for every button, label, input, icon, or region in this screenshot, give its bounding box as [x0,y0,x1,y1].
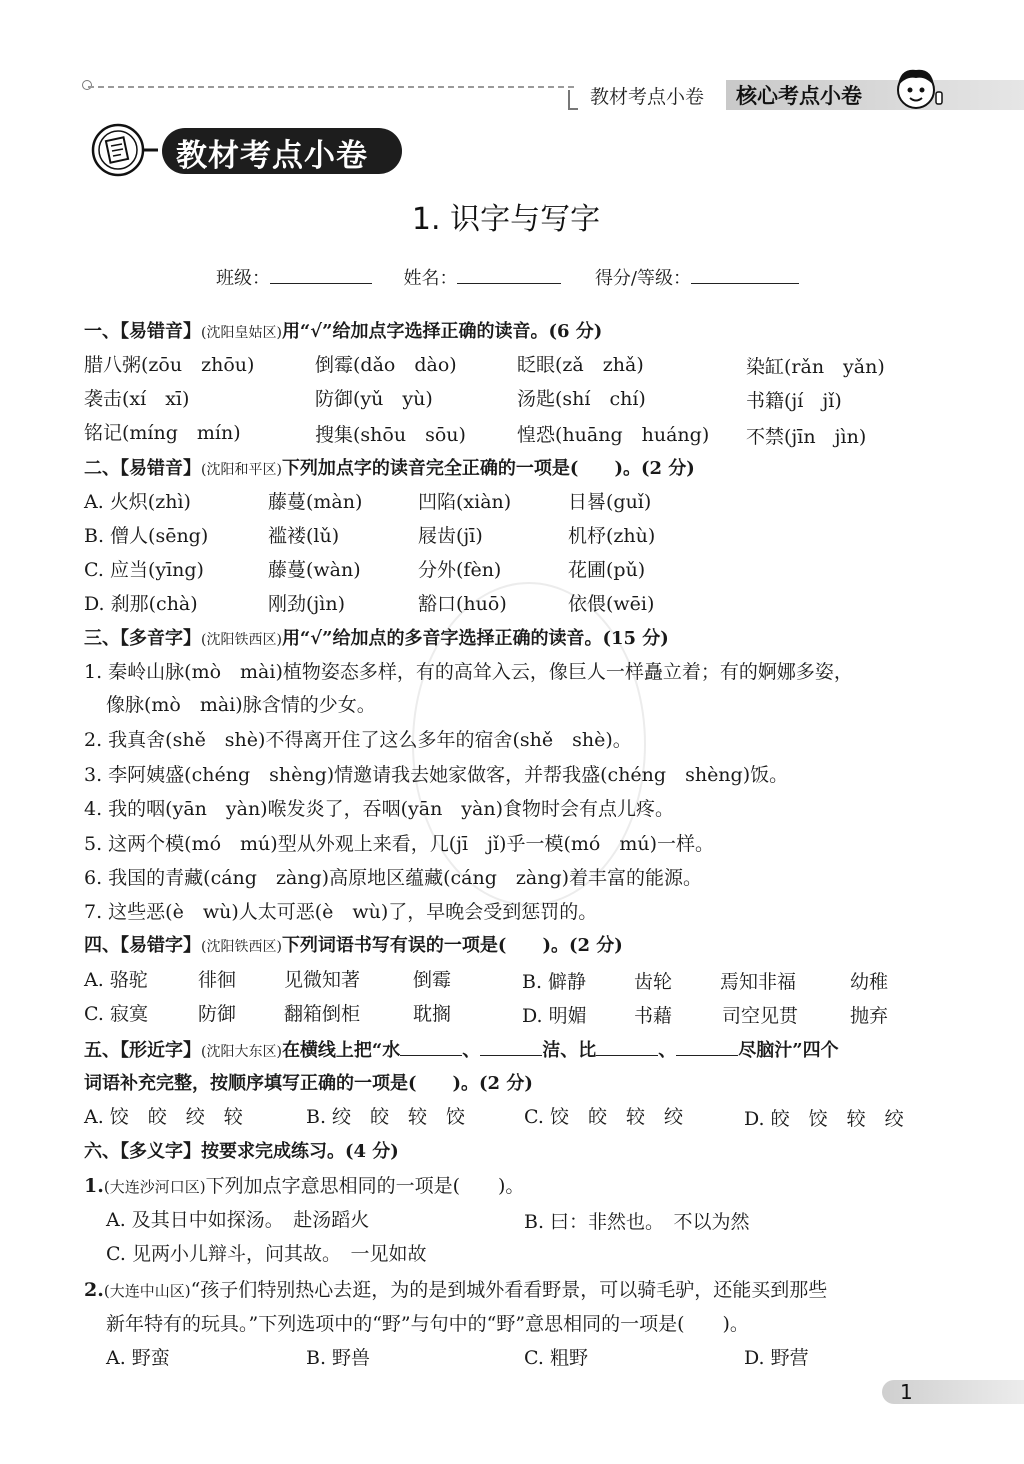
q1-item: 铭记(míng mín) [84,422,241,444]
q5-option: A. 饺 皎 绞 较 [84,1106,243,1128]
q5-option: B. 绞 皎 较 饺 [306,1106,466,1128]
q4-tag: 四、【易错字】 [84,935,201,956]
q6-sub2-option: B. 野兽 [306,1347,371,1369]
q2-option: 分外(fèn) [418,559,502,581]
header-bold-label: 核心考点小卷 [736,84,862,108]
q1-item: 搜集(shōu sōu) [315,424,466,446]
q2-option: 屐齿(jī) [418,525,483,547]
q1-item: 书籍(jí jǐ) [746,390,842,412]
q6-sub2-number: 2. [84,1279,104,1301]
q5-text: 在横线上把“水 [281,1040,401,1061]
page-title: 1. 识字与写字 [411,202,601,237]
q4-word: 徘徊 [198,969,237,991]
q1-instruction: 用“√”给加点字选择正确的读音。(6 分) [281,321,603,342]
q3-line: 1. 秦岭山脉(mò mài)植物姿态多样，有的高耸入云，像巨人一样矗立着；有的婀娜多姿， [84,661,853,683]
q3-line: 像脉(mò mài)脉含情的少女。 [106,694,376,716]
q1-item: 眨眼(zǎ zhǎ) [517,354,644,376]
q1-item: 倒霉(dǎo dào) [315,354,457,376]
q3-instruction: 用“√”给加点的多音字选择正确的读音。(15 分) [281,628,669,649]
q3-line: 4. 我的咽(yān yàn)喉发炎了，吞咽(yān yàn)食物时会有点儿疼。 [84,798,675,820]
q4-word: C. 寂寞 [84,1003,148,1025]
q6-instruction: 按要求完成练习。(4 分) [201,1141,399,1162]
header-bracket [568,90,578,110]
q4-heading [84,931,623,957]
mascot-icon [886,62,946,114]
q2-option: C. 应当(yīng) [84,559,204,581]
q3-line: 3. 李阿姨盛(chéng shèng)情邀请我去她家做客，并帮我盛(chéng shèng)饭。 [84,764,789,786]
q1-item: 袭击(xí xī) [84,388,190,410]
q6-sub1-option: A. 及其日中如探汤。 赴汤蹈火 [106,1209,370,1231]
q1-item: 不禁(jīn jìn) [746,426,867,448]
q5-text: 尽脑汁”四个 [738,1040,839,1061]
section-badge-label: 教材考点小卷 [176,138,368,174]
q3-line: 2. 我真舍(shě shè)不得离开住了这么多年的宿舍(shě shè)。 [84,729,632,751]
q2-instruction: 下列加点字的读音完全正确的一项是( )。(2 分) [281,458,695,479]
q5-text: 、 [462,1040,481,1061]
q2-option: 机杼(zhù) [568,525,656,547]
q2-option: 花圃(pǔ) [568,559,646,581]
q4-word: 翻箱倒柜 [284,1003,361,1025]
q4-word: B. 僻静 [522,971,587,993]
q2-option: 凹陷(xiàn) [418,491,512,513]
score-label: 得分/等级： [594,268,692,289]
q5-option: C. 饺 皎 较 绞 [524,1106,683,1128]
q2-option: 藤蔓(wàn) [268,559,361,581]
header-plain-label: 教材考点小卷 [590,86,705,108]
q4-word: 见微知著 [284,969,361,991]
q6-sub1 [84,1171,524,1198]
q5-blank[interactable] [400,1037,462,1056]
q2-option: 日晷(guǐ) [568,491,652,513]
q4-word: 防御 [198,1003,237,1025]
q1-heading [84,317,602,343]
q2-tag: 二、【易错音】 [84,458,201,479]
q5-option: D. 皎 饺 较 绞 [744,1108,904,1130]
q6-sub2-text: “孩子们特别热心去逛，为的是到城外看看野景，可以骑毛驴，还能买到那些 [190,1279,828,1301]
q3-line: 5. 这两个模(mó mú)型从外观上来看，几(jī jǐ)乎一模(mó mú)一样。 [84,833,714,855]
q2-option: 刚劲(jìn) [268,593,346,615]
q3-line: 7. 这些恶(è wù)人太可恶(è wù)了，早晚会受到惩罚的。 [84,901,598,923]
q6-sub2-region: (大连中山区) [103,1282,191,1300]
q1-item: 腊八粥(zōu zhōu) [84,354,255,376]
q2-option: 依偎(wēi) [568,593,655,615]
q2-option: 藤蔓(màn) [268,491,363,513]
q4-word: A. 骆驼 [84,969,148,991]
q2-option: 褴褛(lǔ) [268,525,340,547]
q6-sub2-option: C. 粗野 [524,1347,588,1369]
q5-tag: 五、【形近字】 [84,1040,201,1061]
q6-sub1-text: 下列加点字意思相同的一项是( )。 [205,1175,525,1197]
q1-item: 惶恐(huāng huáng) [517,424,710,446]
q5-region: (沈阳大东区) [201,1044,282,1060]
name-label: 姓名： [403,268,458,289]
q5-blank[interactable] [676,1037,738,1056]
q4-region: (沈阳铁西区) [201,939,282,955]
q4-word: 幼稚 [850,971,889,993]
q5-heading [84,1036,839,1062]
header-dot [82,80,92,90]
q6-sub2-option: A. 野蛮 [106,1347,170,1369]
q3-tag: 三、【多音字】 [84,628,201,649]
q3-region: (沈阳铁西区) [201,632,282,648]
q1-item: 染缸(rǎn yǎn) [746,356,885,378]
class-field[interactable] [270,265,372,284]
q6-sub1-region: (大连沙河口区) [103,1178,206,1196]
student-info [216,264,799,290]
q1-region: (沈阳皇姑区) [201,325,282,341]
name-field[interactable] [457,265,561,284]
q2-option: B. 僧人(sēng) [84,525,209,547]
q3-heading [84,624,669,650]
score-field[interactable] [691,265,799,284]
class-label: 班级： [216,268,270,289]
q1-item: 防御(yǔ yù) [315,388,433,410]
q6-tag: 六、【多义字】 [84,1141,201,1162]
q4-instruction: 下列词语书写有误的一项是( )。(2 分) [281,935,623,956]
q2-region: (沈阳和平区) [201,462,282,478]
q2-option: 豁口(huō) [418,593,507,615]
q4-word: 书藉 [634,1005,673,1027]
paper-icon [90,122,160,178]
q5-line2: 词语补充完整，按顺序填写正确的一项是( )。(2 分) [84,1073,533,1094]
q4-word: 耽搁 [413,1003,452,1025]
q6-heading [84,1137,399,1163]
q2-heading [84,454,695,480]
q5-text: 、 [658,1040,677,1061]
q5-blank[interactable] [480,1037,542,1056]
q2-option: D. 刹那(chà) [84,593,198,615]
q3-line: 6. 我国的青藏(cáng zàng)高原地区蕴藏(cáng zàng)着丰富的能源。 [84,867,703,889]
header-dashed-line [88,86,574,88]
q5-blank[interactable] [596,1037,658,1056]
q4-word: D. 明媚 [522,1005,587,1027]
q4-word: 齿轮 [634,971,673,993]
page-number: 1 [900,1380,913,1404]
q4-word: 倒霉 [413,969,452,991]
q4-word: 司空见贯 [722,1005,799,1027]
q6-sub2-line2: 新年特有的玩具。”下列选项中的“野”与句中的“野”意思相同的一项是( )。 [106,1313,749,1335]
q6-sub1-number: 1. [84,1175,104,1197]
q6-sub2 [84,1275,827,1302]
q6-sub1-option: B. 曰：非然也。 不以为然 [524,1211,750,1233]
q1-item: 汤匙(shí chí) [517,388,646,410]
q2-option: A. 火炽(zhì) [84,491,191,513]
q6-sub2-option: D. 野营 [744,1347,809,1369]
q1-tag: 一、【易错音】 [84,321,201,342]
q6-sub1-option: C. 见两小儿辩斗，问其故。 一见如故 [106,1243,427,1265]
q4-word: 抛弃 [850,1005,889,1027]
q5-text: 洁、比 [542,1040,597,1061]
q4-word: 焉知非福 [720,971,797,993]
